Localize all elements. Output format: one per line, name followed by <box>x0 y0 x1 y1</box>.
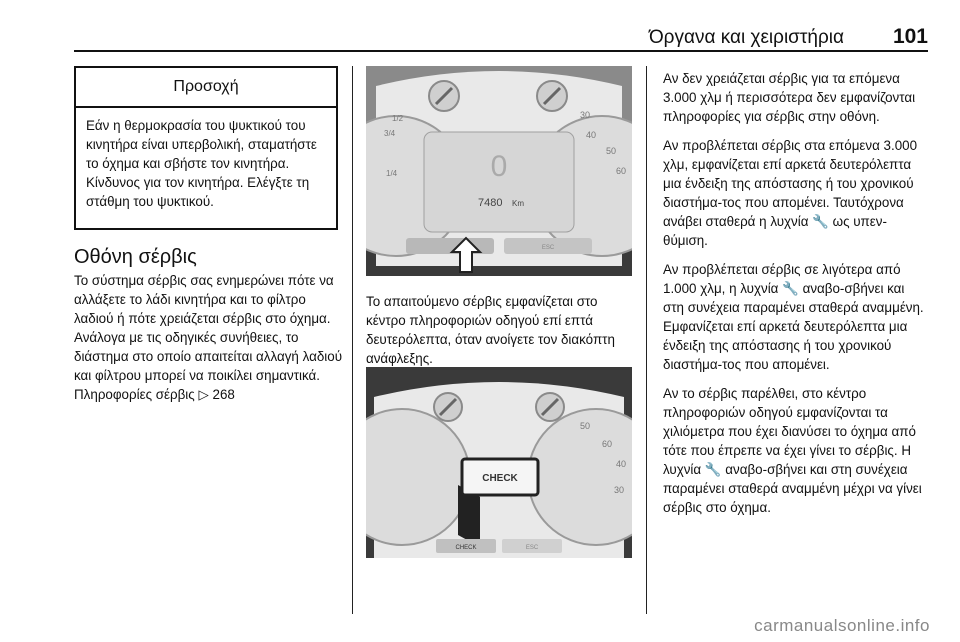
page-reference[interactable]: 268 <box>212 387 235 402</box>
check-button-figure <box>366 367 632 558</box>
display-value: 0 <box>490 150 508 183</box>
esc-label: ESC <box>541 245 555 251</box>
odometer-unit: Km <box>512 199 524 208</box>
speed-tick: 40 <box>616 459 627 469</box>
speed-tick: 40 <box>586 130 597 140</box>
caution-box <box>74 66 338 230</box>
esc-button-label: ESC <box>525 545 539 551</box>
cluster-illustration <box>366 66 632 276</box>
paragraph: Αν δεν χρειάζεται σέρβις για τα επόμενα 3.000 χλμ ή περισσότερα δεν εμφανίζονται πληροφορίες για σέρβις στην οθόνη. <box>663 71 916 124</box>
right-column-text <box>663 69 929 527</box>
paragraph: Αν το σέρβις παρέλθει, στο κέντρο πληροφοριών οδηγού εμφανίζονται τα χιλιόμετρα που έχει διανύσει το όχημα από τότε που έπρεπε να έχει γίνει το σέρβις. Η λυχνία 🔧 αναβο-σβήνει και στη συνέχεια παραμένει σταθερά αναμμένη μέχρι να γίνει σέρβις στο όχημα. <box>663 386 922 515</box>
check-illustration <box>366 367 632 558</box>
wrench-icon: 🔧 <box>812 214 829 229</box>
odometer-value: 7480 <box>478 197 503 209</box>
instrument-cluster-figure <box>366 66 632 276</box>
speed-tick: 30 <box>614 485 625 495</box>
fuel-tick: 3/4 <box>384 129 396 138</box>
chapter-title: Όργανα και χειριστήρια <box>648 27 844 48</box>
caution-title: Προσοχή <box>76 68 336 108</box>
watermark: carmanualsonline.info <box>754 616 930 635</box>
figure-caption: Το απαιτούμενο σέρβις εμφανίζεται στο κέντρο πληροφοριών οδηγού επί επτά δευτερόλεπτα, όταν ανοίγετε τον διακόπτη ανάφλεξης. <box>366 294 615 366</box>
reference-arrow-icon: ▷ <box>198 387 209 402</box>
wrench-icon: 🔧 <box>782 281 799 296</box>
wrench-icon: 🔧 <box>704 462 722 477</box>
fuel-tick: 1/4 <box>386 169 398 178</box>
paragraph: Αν προβλέπεται σέρβις στα επόμενα 3.000 χλμ, εμφανίζεται επί αρκετά δευτερόλεπτα μια ένδειξη της απόστασης ή του χρονικού διαστήμα-τος που απομένει. Ταυτόχρονα ανάβει σταθερά η λυχνία 🔧 ως υπεν-θύμιση. <box>663 138 918 248</box>
speed-tick: 60 <box>602 439 613 449</box>
section-body <box>74 271 344 404</box>
page-number: 101 <box>892 25 928 48</box>
fuel-tick: 1/2 <box>392 114 404 123</box>
paragraph: Αν προβλέπεται σέρβις σε λιγότερα από 1.000 χλμ, η λυχνία 🔧 αναβο-σβήνει και στη συνέχεια παραμένει σταθερά αναμμένη. Εμφανίζεται επί αρκετά δευτερόλεπτα μια ένδειξη της απόστασης ή του χρονικού διαστήμα-τος που απομένει. <box>663 262 924 372</box>
column-divider <box>352 66 353 614</box>
check-popup-label: CHECK <box>482 473 518 484</box>
page-header <box>74 20 928 52</box>
speed-tick: 50 <box>606 146 617 156</box>
speed-tick: 30 <box>580 110 591 120</box>
caution-text: Εάν η θερμοκρασία του ψυκτικού του κινητήρα είναι υπερβολική, σταματήστε το όχημα και σβήστε τον κινητήρα. Κίνδυνος για τον κινητήρα. Ελέγξτε τη στάθμη του ψυκτικού. <box>86 118 317 209</box>
check-button-label: CHECK <box>455 545 477 551</box>
section-title: Οθόνη σέρβις <box>74 246 197 268</box>
column-divider <box>646 66 647 614</box>
speed-tick: 60 <box>616 166 627 176</box>
section-text: Το σύστημα σέρβις σας ενημερώνει πότε να αλλάξετε το λάδι κινητήρα και το φίλτρο λαδιού ή πότε χρειάζεται σέρβις στο όχημα. Ανάλογα με τις οδηγικές συνήθειες, το διάστημα στο οποίο απαιτείται αλλαγή λαδιού και φίλτρου μπορεί να ποικίλει σημαντικά. Πληροφορίες σέρβις <box>74 273 343 402</box>
speed-tick: 50 <box>580 421 591 431</box>
